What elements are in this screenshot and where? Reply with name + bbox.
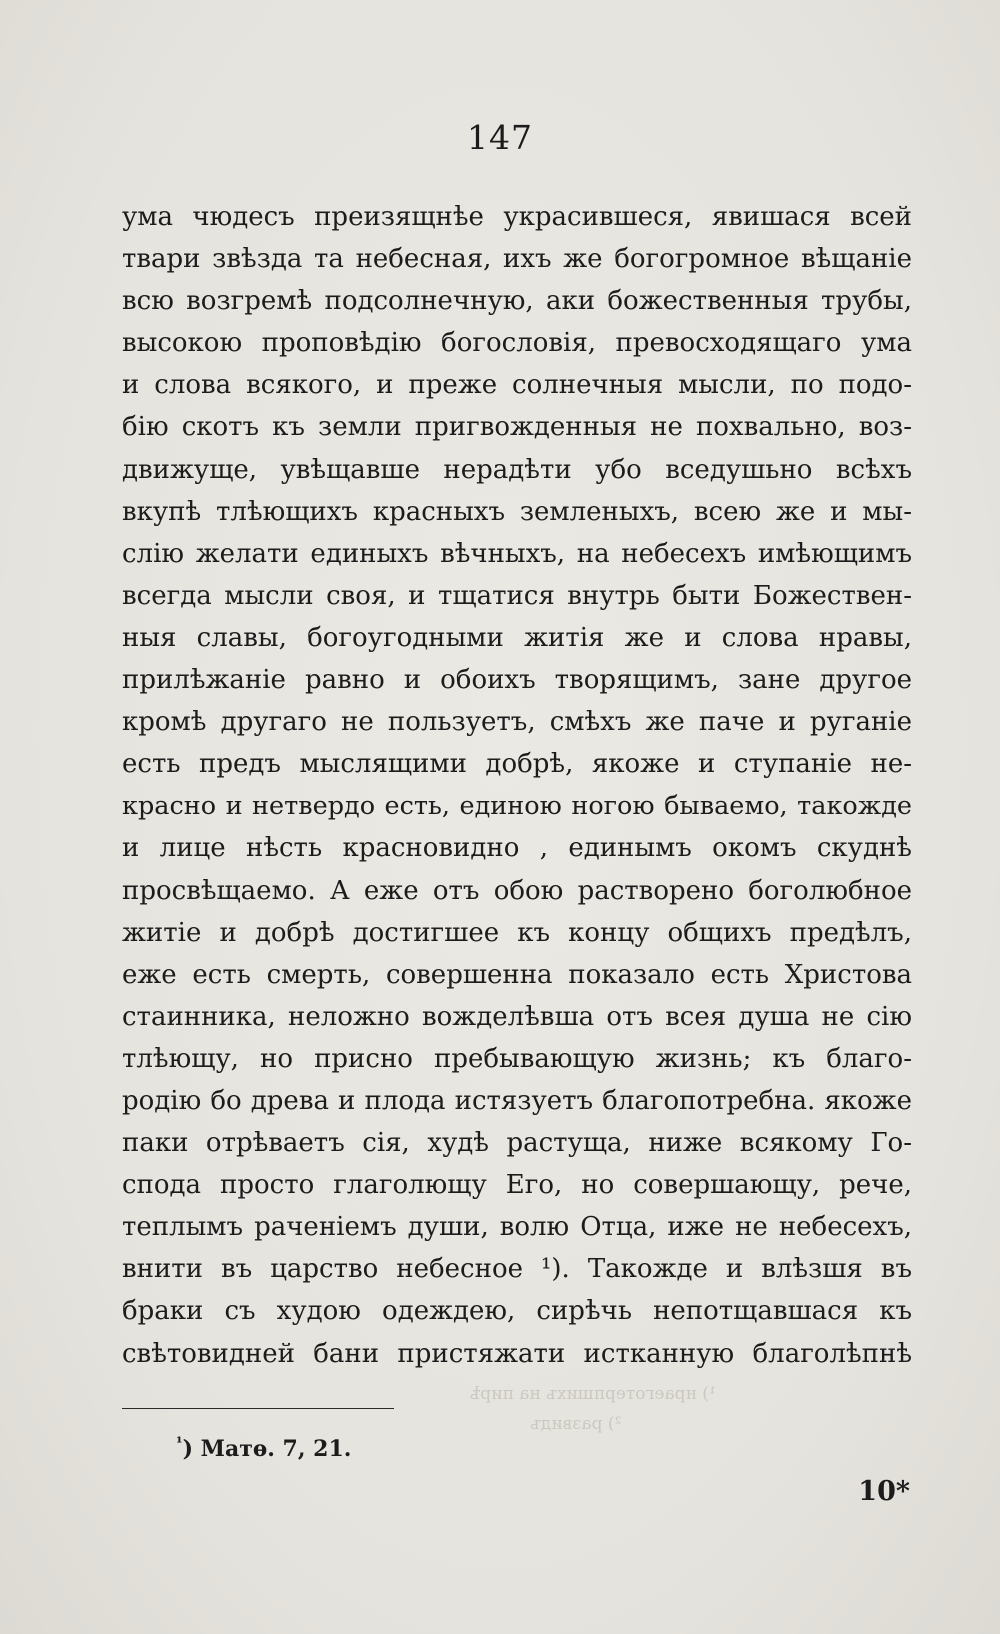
- text-line: свѣтовидней бани пристяжати истканную благолѣпнѣ: [122, 1338, 912, 1369]
- text-line: стаинника, неложно вожделѣвша отъ всея душа не сію: [122, 1001, 912, 1032]
- text-line: паки отрѣваетъ сія, худѣ растуща, ниже всякому Го-: [122, 1128, 912, 1159]
- footnote: [176, 1433, 352, 1462]
- body-text: [122, 196, 912, 1375]
- text-line: родію бо древа и плода истязуетъ благопотребна. якоже: [122, 1085, 912, 1116]
- text-line: и слова всякого, и преже солнечныя мысли, по подо-: [122, 370, 912, 401]
- text-line: браки съ худою одеждею, сирѣчь непотщавшася къ: [122, 1296, 912, 1327]
- text-line: всегда мысли своя, и тщатися внутрь быти Божествен-: [122, 580, 912, 611]
- text-line: твари звѣзда та небесная, ихъ же богогромное вѣщаніе: [122, 244, 912, 275]
- text-line: житіе и добрѣ достигшее къ концу общихъ предѣлъ,: [122, 917, 912, 948]
- text-line: просвѣщаемо. А еже отъ обою растворено боголюбное: [122, 875, 912, 906]
- text-line: высокою проповѣдію богословія, превосходящаго ума: [122, 328, 912, 359]
- text-line: ума чюдесъ преизящнѣе украсившеся, явишася всей: [122, 202, 912, 232]
- text-line: есть предъ мыслящими добрѣ, якоже и ступаніе не-: [122, 749, 912, 780]
- bleed-through-text: ¹) нраеготерпшихъ на пирѣ: [470, 1384, 716, 1404]
- text-line: кромѣ другаго не пользуетъ, смѣхъ же паче и руганіе: [122, 707, 912, 738]
- text-line: красно и нетвердо есть, единою ногою бываемо, такожде: [122, 791, 912, 822]
- text-line: еже есть смерть, совершенна показало есть Христова: [122, 959, 912, 990]
- bleed-through-text: ²) развидъ: [530, 1414, 622, 1434]
- text-line: спода просто глаголющу Его, но совершающу, рече,: [122, 1170, 912, 1201]
- text-line: внити въ царство небесное ¹). Такожде и влѣзшя въ: [122, 1254, 912, 1285]
- page-number: 147: [467, 118, 533, 157]
- text-line: теплымъ раченіемъ души, волю Отца, иже не небесехъ,: [122, 1212, 912, 1243]
- footnote-rule: [122, 1408, 394, 1409]
- text-line: всю возгремѣ подсолнечную, аки божественныя трубы,: [122, 286, 912, 317]
- text-line: вкупѣ тлѣющихъ красныхъ земленыхъ, всею же и мы-: [122, 496, 912, 527]
- footnote-mark: ¹: [176, 1433, 183, 1452]
- signature-mark: 10*: [858, 1476, 910, 1507]
- text-line: ныя славы, богоугодными житія же и слова нравы,: [122, 622, 912, 653]
- text-line: прилѣжаніе равно и обоихъ творящимъ, зане другое: [122, 665, 912, 696]
- text-line: и лице нѣсть красновидно , единымъ окомъ скуднѣ: [122, 833, 912, 864]
- text-line: движуще, увѣщавше нерадѣти убо вседушьно всѣхъ: [122, 454, 912, 485]
- text-line: слію желати единыхъ вѣчныхъ, на небесехъ имѣющимъ: [122, 538, 912, 569]
- text-line: тлѣющу, но присно пребывающую жизнь; къ благо-: [122, 1043, 912, 1074]
- text-line: бію скотъ къ земли пригвожденныя не похвально, воз-: [122, 412, 912, 443]
- footnote-text: ) Матѳ. 7, 21.: [182, 1436, 352, 1462]
